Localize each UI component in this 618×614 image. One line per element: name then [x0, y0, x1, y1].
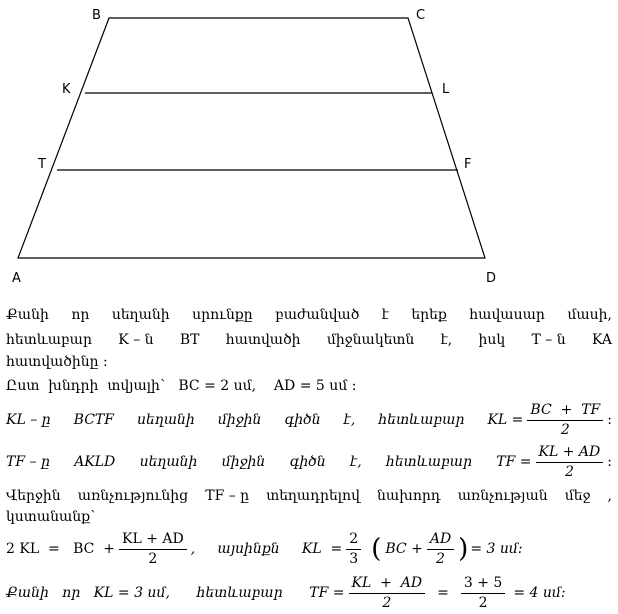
left-paren: ( [371, 534, 382, 564]
para3 [6, 400, 612, 440]
numerator: AD [427, 531, 454, 550]
equation-1 [6, 528, 612, 570]
word: երեք [411, 307, 447, 323]
word: BCTF [73, 412, 114, 428]
fraction [119, 531, 187, 568]
label-d: D [486, 271, 497, 286]
para5-line2: կստանանք՝ [6, 509, 96, 525]
eq1-end: = 3 սմ: [470, 541, 523, 557]
formula-kl [487, 402, 612, 439]
eq1-inner: BC + [385, 541, 423, 557]
word: , [607, 488, 612, 504]
word: միջին [217, 412, 262, 428]
formula-lhs: TF = [496, 454, 532, 470]
numerator: KL + AD [536, 444, 604, 463]
word: մասի, [567, 307, 612, 323]
word: է, [350, 454, 362, 470]
para5-line1 [6, 486, 612, 506]
word: AKLD [74, 454, 116, 470]
word: KA [591, 332, 612, 348]
para1-line2 [6, 330, 612, 350]
fraction [349, 575, 426, 612]
fraction [536, 444, 604, 481]
label-b: B [92, 8, 101, 23]
word: սեղանի [139, 454, 198, 470]
right-paren: ) [458, 534, 469, 564]
word: T – ն [531, 332, 566, 348]
formula-tf [496, 444, 612, 481]
word: իսկ [478, 332, 506, 348]
word: մեջ [564, 488, 591, 504]
word: K – ն [118, 332, 154, 348]
denominator: 2 [560, 421, 570, 438]
word: առնչությունից [77, 488, 189, 504]
denominator: 3 [349, 550, 359, 567]
word: միջին [221, 454, 266, 470]
word: նախորդ [377, 488, 441, 504]
word: գիծն [289, 454, 326, 470]
label-t: T [38, 157, 46, 172]
eq2-start: Քանի որ KL = 3 սմ, հետևաբար TF = [6, 585, 345, 601]
eq1-mid: , այսինքն KL = [190, 541, 343, 557]
eq1-lhs: 2 KL = BC + [6, 541, 115, 557]
fraction [427, 531, 454, 568]
word: հետևաբար [378, 412, 465, 428]
formula-lhs: KL = [487, 412, 524, 428]
label-l: L [442, 82, 450, 97]
fraction [346, 531, 361, 568]
word: Քանի [6, 307, 49, 323]
para1-line1 [6, 305, 612, 325]
word: TF – ը [6, 454, 50, 470]
word: միջնակետն [326, 332, 415, 348]
word: KL – ը [6, 412, 51, 428]
equals: = [437, 585, 449, 601]
para1-line3: հատվածինը : [6, 354, 108, 370]
word: հատվածի [225, 332, 301, 348]
denominator: 2 [436, 550, 445, 567]
label-k: K [62, 82, 71, 97]
word: է [381, 307, 389, 323]
para4 [6, 442, 612, 482]
label-a: A [12, 271, 21, 286]
eq2-end: = 4 սմ: [513, 585, 566, 601]
word: TF – ը [205, 488, 250, 504]
fraction [461, 575, 505, 612]
numerator: 2 [346, 531, 361, 550]
word: հավասար [469, 307, 545, 323]
word: BT [179, 332, 200, 348]
word: տեղադրելով [266, 488, 360, 504]
word: է, [440, 332, 453, 348]
word: բաժանված [275, 307, 360, 323]
trapezoid-figure [0, 0, 618, 292]
word: սեղանի [111, 307, 170, 323]
denominator: 2 [564, 463, 574, 480]
fraction [527, 402, 603, 439]
word: Վերջին [6, 488, 61, 504]
word: գիծն [284, 412, 321, 428]
label-c: C [416, 8, 426, 23]
numerator: BC + TF [527, 402, 603, 421]
formula-end: : [607, 454, 612, 470]
word: է, [343, 412, 356, 428]
word: հետևաբար [6, 332, 92, 348]
denominator: 2 [148, 550, 158, 567]
denominator: 2 [478, 594, 488, 611]
given-data: Ըստ խնդրի տվյալի՝ BC = 2 սմ, AD = 5 սմ : [6, 378, 357, 394]
numerator: KL + AD [119, 531, 187, 550]
equation-2 [6, 572, 612, 614]
numerator: KL + AD [349, 575, 426, 594]
word: հետևաբար [385, 454, 472, 470]
word: սեղանի [137, 412, 195, 428]
numerator: 3 + 5 [461, 575, 505, 594]
word: առնչության [457, 488, 548, 504]
word: սրունքը [192, 307, 253, 323]
formula-end: : [607, 412, 612, 428]
denominator: 2 [382, 594, 392, 611]
label-f: F [464, 157, 472, 172]
trapezoid-abcd [18, 18, 485, 258]
word: որ [71, 307, 90, 323]
